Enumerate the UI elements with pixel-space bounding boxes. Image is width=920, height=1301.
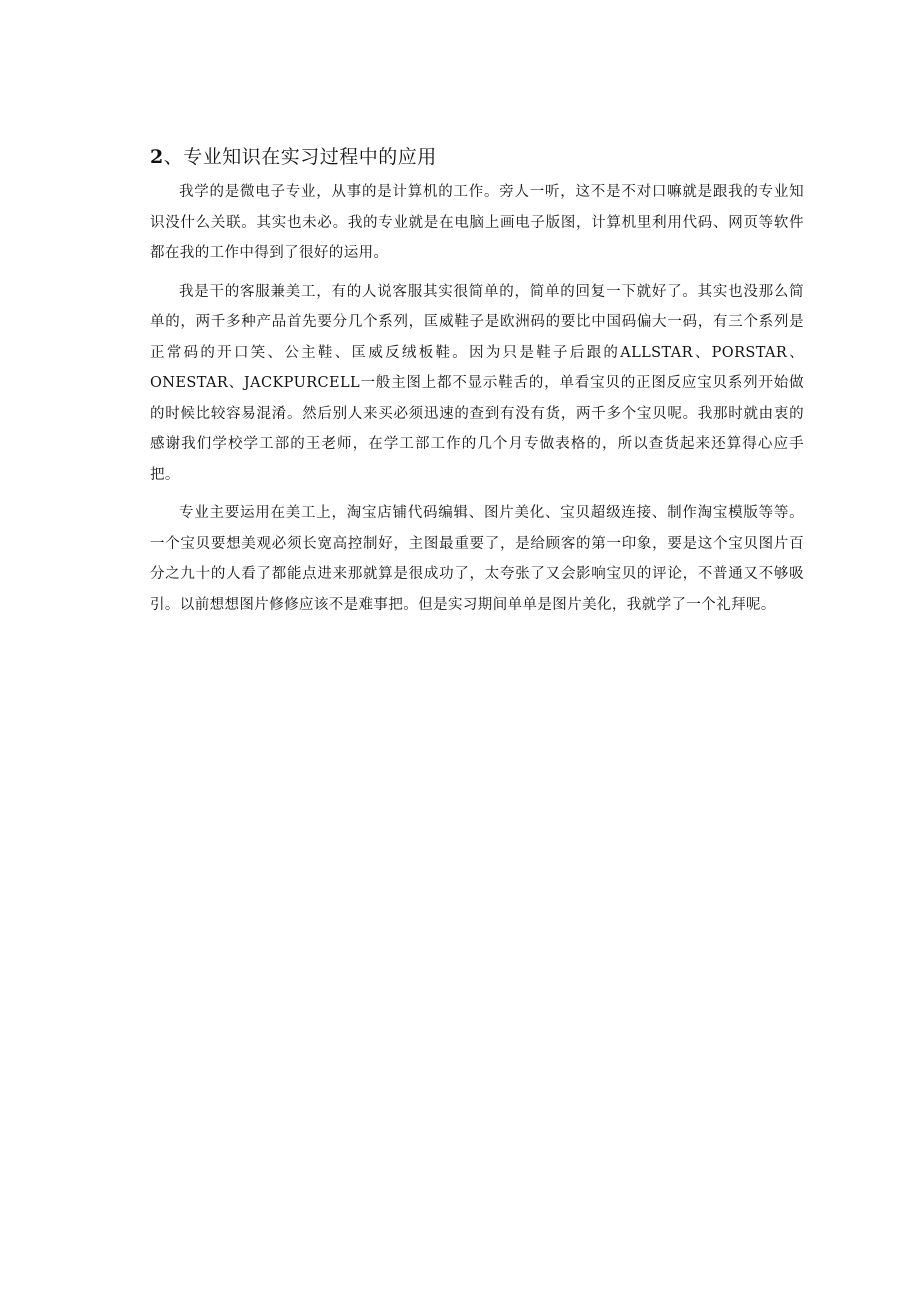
paragraph-1: 我学的是微电子专业，从事的是计算机的工作。旁人一听，这不是不对口嘛就是跟我的专业知识没什么关联。其实也未必。我的专业就是在电脑上画电子版图，计算机里利用代码、网页等软件都在我的工作中得到了很好的运用。 — [150, 184, 804, 261]
section-separator: 、 — [163, 146, 184, 168]
paragraph-3: 专业主要运用在美工上，淘宝店铺代码编辑、图片美化、宝贝超级连接、制作淘宝模版等等。一个宝贝要想美观必须长宽高控制好，主图最重要了，是给顾客的第一印象，要是这个宝贝图片百分之九十的人看了都能点进来那就算是很成功了，太夸张了又会影响宝贝的评论，不普通又不够吸引。以前想想图片修修应该不是难事把。但是实习期间单单是图片美化，我就学了一个礼拜呢。 — [150, 505, 804, 613]
document-body — [150, 143, 804, 628]
section-title: 专业知识在实习过程中的应用 — [183, 146, 437, 168]
section-heading — [150, 143, 804, 171]
paragraph-2: 我是干的客服兼美工，有的人说客服其实很简单的，简单的回复一下就好了。其实也没那么简单的，两千多种产品首先要分几个系列，匡威鞋子是欧洲码的要比中国码偏大一码，有三个系列是正常码的开口笑、公主鞋、匡威反绒板鞋。因为只是鞋子后跟的ALLSTAR、PORSTAR、ONESTAR、JACKPURCELL一般主图上都不显示鞋舌的，单看宝贝的正图反应宝贝系列开始做的时候比较容易混淆。然后别人来买必须迅速的查到有没有货，两千多个宝贝呢。我那时就由衷的感谢我们学校学工部的王老师，在学工部工作的几个月专做表格的，所以查货起来还算得心应手把。 — [150, 283, 804, 483]
section-number: 2 — [150, 146, 164, 168]
